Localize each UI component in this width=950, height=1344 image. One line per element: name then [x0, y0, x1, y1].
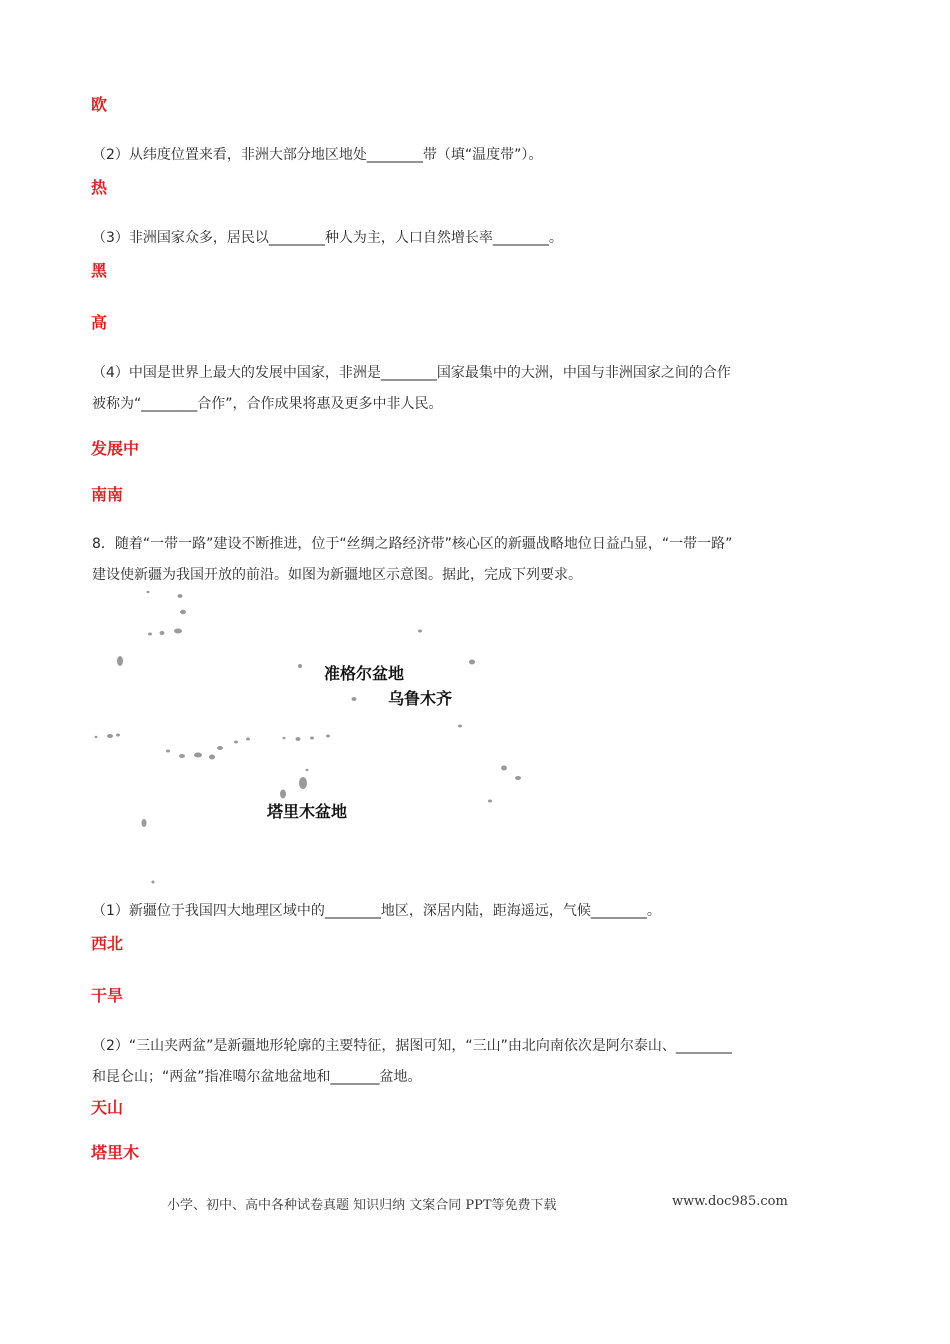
question-8-stem-line-1: 8．随着“一带一路”建设不断推进，位于“丝绸之路经济带”核心区的新疆战略地位日益凸显，“一带一路” — [92, 536, 733, 552]
map-label-junggar-basin: 准格尔盆地 — [324, 664, 405, 683]
answer-xibei: 西北 — [91, 934, 124, 953]
question-8-2-line-2: 和昆仑山；“两盆”指准噶尔盆地盆地和_______盆地。 — [92, 1069, 422, 1085]
answer-fazhanzhong: 发展中 — [91, 439, 140, 458]
answer-gao: 高 — [91, 313, 108, 332]
footer-description: 小学、初中、高中各种试卷真题 知识归纳 文案合同 PPT等免费下载 — [167, 1198, 557, 1213]
map-label-urumqi: 乌鲁木齐 — [388, 689, 453, 708]
footer-link[interactable]: www.doc985.com — [672, 1194, 788, 1209]
question-4-line-2: 被称为“________合作”，合作成果将惠及更多中非人民。 — [92, 396, 443, 412]
map-speckles — [86, 584, 536, 894]
question-3-population: （3）非洲国家众多，居民以________种人为主，人口自然增长率________。 — [92, 230, 563, 246]
answer-re: 热 — [91, 178, 108, 197]
answer-nannan: 南南 — [91, 485, 124, 504]
map-label-tarim-basin: 塔里木盆地 — [267, 802, 348, 821]
answer-tianshan: 天山 — [91, 1098, 124, 1117]
xinjiang-map — [86, 584, 536, 894]
question-8-stem-line-2: 建设使新疆为我国开放的前沿。如图为新疆地区示意图。据此，完成下列要求。 — [92, 567, 582, 583]
answer-talimu: 塔里木 — [91, 1143, 140, 1162]
answer-hei: 黑 — [91, 261, 108, 280]
answer-ganhan: 干旱 — [91, 986, 124, 1005]
question-4-line-1: （4）中国是世界上最大的发展中国家，非洲是________国家最集中的大洲，中国与非洲国家之间的合作 — [92, 365, 731, 381]
answer-ou: 欧 — [91, 95, 108, 114]
question-2-latitude: （2）从纬度位置来看，非洲大部分地区地处________带（填“温度带”）。 — [92, 147, 543, 163]
question-8-1: （1）新疆位于我国四大地理区域中的________地区，深居内陆，距海遥远，气候________。 — [92, 903, 661, 919]
question-8-2-line-1: （2）“三山夹两盆”是新疆地形轮廓的主要特征，据图可知，“三山”由北向南依次是阿尔泰山、________ — [92, 1038, 732, 1054]
